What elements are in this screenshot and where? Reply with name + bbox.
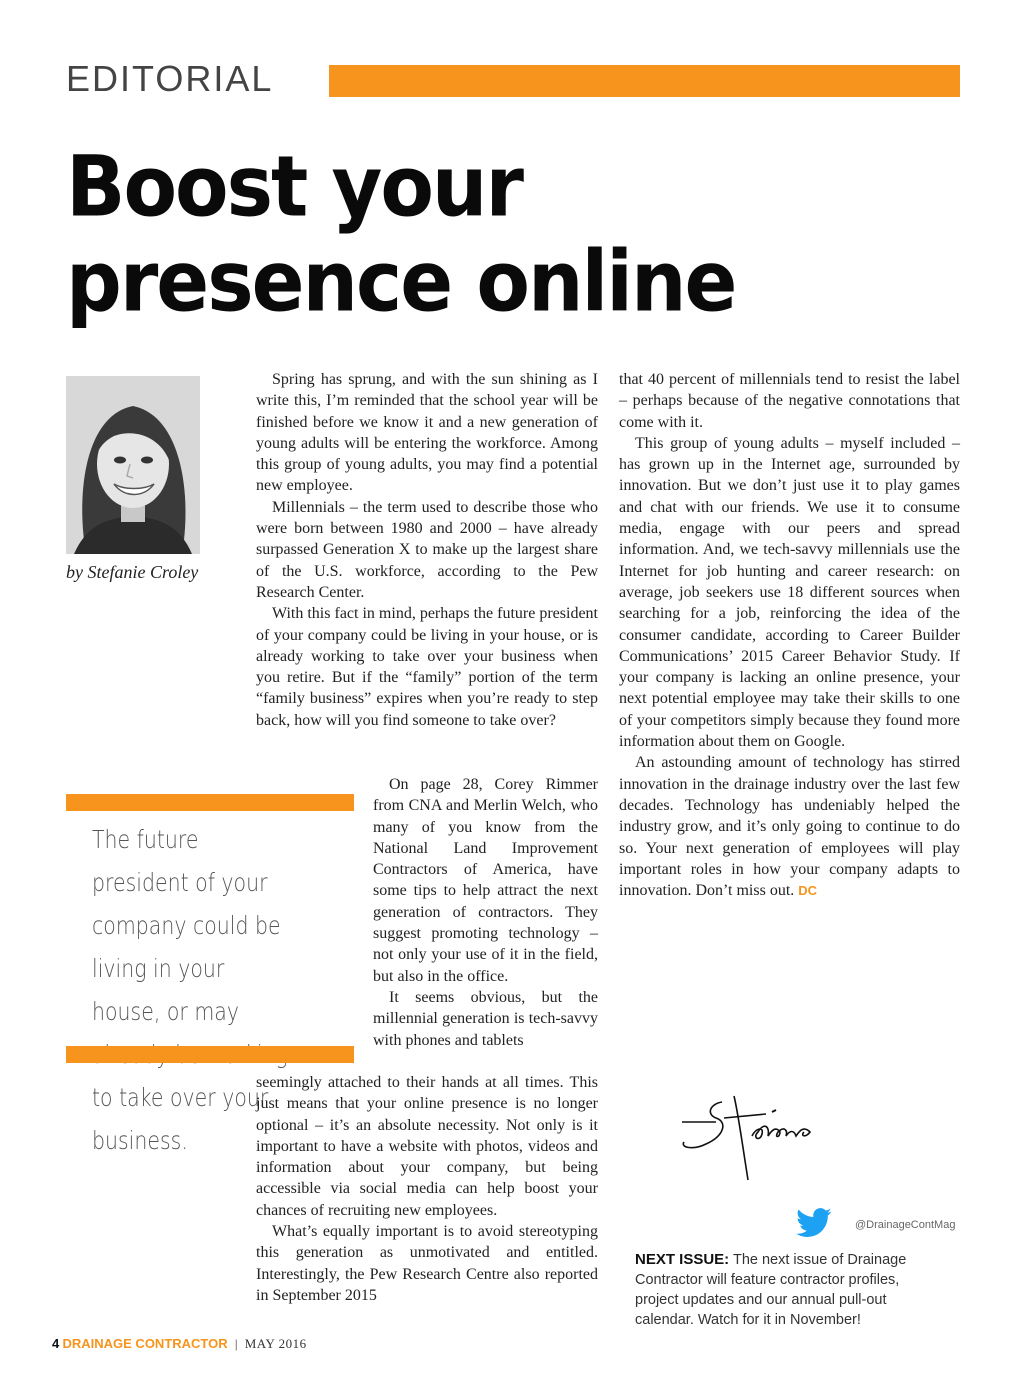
paragraph [619,752,960,901]
twitter-bird-icon [796,1208,832,1238]
author-photo [66,376,200,554]
column-1-narrow [373,774,598,1051]
next-issue-label: NEXT ISSUE: [635,1251,730,1268]
pull-quote: The future president of your company could be living in your house, or may to take over your business. [92,825,281,1155]
pull-quote-top-bar [66,794,354,811]
column-1-lower [256,1072,598,1306]
paragraph: On page 28, Corey Rimmer from CNA and Merlin Welch, who many of you know from the National Land Improvement Contractors of America, have some tips to help attract the next generation of contractors. They suggest promoting technology – not only your use of it in the field, but also in the office. [373,776,598,985]
paragraph: Millennials – the term used to describe those who were born between 1980 and 2000 – have already surpassed Generation X to make up the largest share of the U.S. workforce, according to the Pew Research Center. [256,498,598,601]
header-accent-bar [329,65,960,97]
next-issue-text: The next issue of Drainage Contractor will feature contractor profiles, project updates and our annual pull-out calendar. Watch for it in November! [635,1252,907,1328]
paragraph-text: An astounding amount of technology has stirred innovation in the drainage industry over the last few decades. Technology has undeniably helped the industry grow, and it’s only going to continue to do so. Your next generation of employees will play important roles in how your company adapts to innovation. Don’t miss out. [619,754,960,900]
pull-quote-bottom-bar [66,1046,354,1063]
section-label: EDITORIAL [66,58,274,99]
paragraph: Spring has sprung, and with the sun shining as I write this, I’m reminded that the school year will be finished before we know it and a new generation of young adults will be entering the workforce. Among this group of young adults, you may find a potential new employee. [256,371,598,495]
page-number: 4 [52,1336,60,1351]
twitter-handle[interactable]: @DrainageContMag [855,1219,956,1231]
footer-separator: | [234,1336,238,1351]
headline-line-2: presence online [66,233,736,332]
paragraph: This group of young adults – myself included – has grown up in the Internet age, surrounded by innovation. But we don’t just use it to play games and chat with our friends. We use it to consume media, engage with our peers and spread information. And, we tech-savvy millennials use the Internet for job hunting and career research: on average, job seekers use 18 different sources when searching for a job, reinforcing the idea of the consumer candidate, according to Career Builder Communications’ 2015 Career Behavior Study. If your company is lacking an online presence, your next potential employee may take their skills to one of your competitors simply because they found more information about them on Google. [619,434,960,751]
headline-line-1: Boost your [66,138,522,237]
end-mark: DC [798,883,818,899]
magazine-name: DRAINAGE CONTRACTOR [62,1336,228,1351]
author-signature [676,1092,836,1184]
headline [66,140,786,330]
paragraph: that 40 percent of millennials tend to resist the label – perhaps because of the negative connotations that come with it. [619,371,960,431]
paragraph: It seems obvious, but the millennial generation is tech-savvy with phones and tablets [373,988,598,1049]
paragraph: seemingly attached to their hands at all times. This just means that your online presence is no longer optional – it’s an absolute necessity. Not only is it important to have a website with photos, videos and information about your company, but being accessible via social media can help boost your chances of recruiting new employees. [256,1074,598,1219]
column-1-upper [256,369,598,731]
next-issue-box [635,1250,935,1330]
paragraph: What’s equally important is to avoid stereotyping this generation as unmotivated and entitled. Interestingly, the Pew Research Centre also reported in September 2015 [256,1223,598,1304]
byline: by Stefanie Croley [66,562,199,582]
issue-date: MAY 2016 [244,1336,307,1351]
paragraph: With this fact in mind, perhaps the future president of your company could be living in your house, or is already working to take over your business when you retire. But if the “family” portion of the term “family business” expires when you’re ready to step back, how will you find someone to take over? [256,605,598,729]
column-2 [619,369,960,901]
footer [52,1336,307,1352]
